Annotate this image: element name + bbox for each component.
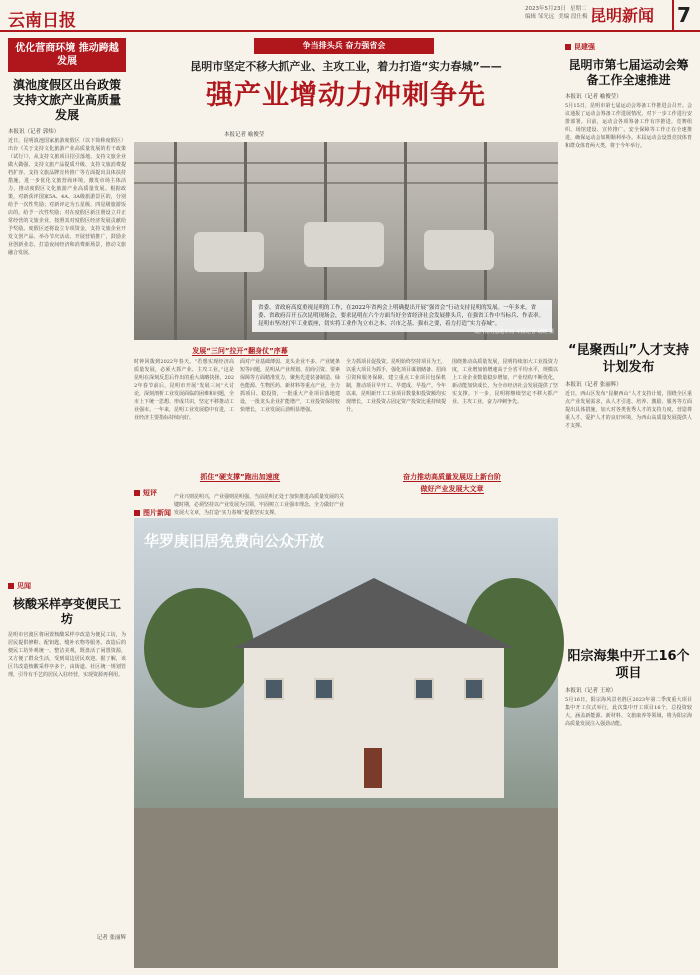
right-story1-body: 5月15日，昆明市第七届运动会筹备工作推进会召开。会议通报了运动会筹备工作进展情况，对下一步工作进行安排部署。目前，运动会各项筹备工作有序推进，竞赛组织、场馆建设、宣传推广、安全保障等工作正在全速推进，确保运动会如期顺利举办。本届运动会设置竞技体育和群众体育两大类，将于今年举行。	[565, 103, 692, 149]
right-label-text: 昆建强	[574, 43, 595, 51]
issue-designer: 美编 段仕梅	[558, 14, 588, 20]
label-square-icon	[134, 510, 140, 516]
factory-photo	[134, 142, 558, 340]
photo-roofline	[134, 182, 558, 184]
subhead-4-text: 做好产业发展大文章	[420, 485, 484, 493]
newspaper-logo: 云南日报	[8, 11, 76, 31]
car-body	[304, 222, 384, 267]
house-roof	[234, 578, 514, 648]
image-news-text: 图片新闻	[143, 509, 171, 517]
left-story2-byline: 记者 张丽辉	[96, 935, 126, 941]
left-story1-body: 近日，昆明滇池国家旅游度假区（以下简称度假区）出台《关于支持文化旅游产业高质量发展的若干政策（试行）》，从支持文旅项目招引落地、支持文旅企业做大做强、支持文旅产品提质升级、支持文旅消费提档扩容、支持文旅品牌宣传推广等方面提出具体扶持措施，进一步优化文旅营商环境，激发市场主体活力，推动度假区文化旅游产业高质量发展。根据政策，对新获评国家5A、4A、3A级旅游景区的，分别给予一次性奖励；对新评定为五星级、四星级旅游饭店的，给予一次性奖励；对在度假区新注册设立并正常经营的文旅企业，按照其对度假区经济发展贡献给予奖励。度假区还将设立专项资金，支持文旅企业开发文创产品、举办节庆活动、开展营销推广，鼓励企业创新业态，打造夜间经济和消费新场景，推动文旅融合发展。	[8, 138, 126, 256]
house-window	[314, 678, 334, 700]
body-col-2: 面对产业基础薄弱、龙头企业不多、产业链条短等问题，昆明从产业规划、招商引资、要素保障等方面精准发力，聚焦先进装备制造、绿色能源、生物医药、新材料等重点产业，全力抓项目、稳投资，一批重大产业项目落地建设，一批龙头企业扩能增产，工业投资保持较快增长，工业发展后劲明显增强。	[240, 359, 341, 413]
body-col-3: 全力抓项目促投资。昆明始终坚持项目为王，以重大项目为抓手，强化项目谋划储备、招商引资和服务保障，建立重点工业项目包保机制，推动项目早开工、早建成、早投产。今年以来，昆明新开工工业项目数量和投资额均实现增长，工业投资占固定资产投资比重持续提升。	[346, 359, 447, 413]
subhead-3	[346, 472, 558, 482]
photo-roofline	[134, 162, 558, 164]
image-news-label	[134, 508, 171, 518]
masthead	[0, 0, 700, 32]
subhead-1-text: 发展“三问”拉开“翻身仗”序幕	[192, 347, 288, 355]
right-story3-body: 5月16日，阳宗海风景名胜区2023年第二季度重大项目集中开工仪式举行，此次集中开工项目16个，总投资较大，涵盖新能源、新材料、文旅康养等领域，将为阳宗海高质量发展注入强劲动能。	[565, 697, 692, 727]
car-body	[194, 232, 264, 272]
section-title: 昆明新闻	[590, 6, 655, 25]
left-story1-headline: 滇池度假区出台政策支持文旅产业高质量发展	[12, 78, 121, 122]
body-col-4: 围绕推动高质量发展，昆明持续加大工业投资力度，工业增加值增速高于全省平均水平，规模以上工业企业数量稳步增加，产业结构不断优化，新动能加快成长，为全市经济社会发展提供了坚实支撑。下一步，昆明将继续坚定不移大抓产业、主攻工业，奋力冲刺争先。	[452, 359, 558, 405]
issue-weekday: 星期二	[570, 6, 587, 12]
photo-caption: 省委、省政府高度重视昆明的工作，在2022年省两会上明确提出开展“强省会”行动支持昆明的发展。一年多来，省委、省政府召开五次昆明现场会，要求昆明在六个方面当好全省经济社会发展排头兵，在强省工作中当标兵、作表率。昆明市坚决打牢工业底座，切实将工业作为立市之本、兴市之基、强市之要，着力打造“实力春城”。	[252, 300, 552, 332]
label-square-icon	[134, 490, 140, 496]
left-column	[8, 38, 126, 968]
lead-story	[134, 38, 558, 968]
photo-beam	[174, 142, 177, 340]
subhead-2-text: 抓住“硬支撑”跑出加速度	[200, 473, 280, 481]
left-banner: 优化营商环境 推动跨越发展	[8, 38, 126, 72]
ground	[134, 808, 558, 968]
issue-editor: 编辑 邹光远	[525, 14, 555, 20]
left-story2-headline: 核酸采样亭变便民工坊	[12, 597, 121, 626]
note-label	[134, 488, 157, 498]
subhead-4	[346, 484, 558, 494]
lead-byline: 本报记者 喻俊莹	[224, 132, 265, 138]
house-wall	[244, 648, 504, 798]
left-section-label	[8, 581, 126, 591]
lead-subkicker: 昆明市坚定不移大抓产业、主攻工业，着力打造“实力春城”——	[190, 60, 502, 73]
subhead-1	[134, 346, 346, 356]
former-residence-photo	[134, 518, 558, 968]
photo-credit: 北汽昆明基地车间 本报记者 胡晓 摄	[474, 329, 554, 335]
page-number: 7	[672, 0, 694, 30]
right-story3-byline: 本报讯（记者 王琼）	[565, 688, 617, 694]
bottom-photo-title: 华罗庚旧居免费向公众开放	[144, 532, 325, 550]
label-square-icon	[565, 44, 571, 50]
label-square-icon	[8, 583, 14, 589]
right-story1-headline: 昆明市第七届运动会筹备工作全速推进	[568, 58, 689, 87]
issue-date: 2023年5月23日	[525, 6, 566, 12]
left-label-text: 见闻	[17, 582, 31, 590]
right-story2-headline: “昆聚西山”人才支持计划发布	[567, 343, 690, 375]
lead-kicker: 争当排头兵 奋力强省会	[254, 38, 434, 54]
right-section-label	[565, 42, 692, 52]
house-window	[414, 678, 434, 700]
right-column	[565, 38, 692, 968]
subhead-2	[134, 472, 346, 482]
left-story1-byline: 本报讯（记者 郭炜）	[8, 129, 60, 135]
note-body: 产业兴则昆明兴，产业强则昆明强。当前昆明正处于加快推进高质量发展的关键时期，必须坚持以产业发展为引领，牢固树立工业强市理念，全力做好产业发展大文章，为打造“实力春城”提供坚实支撑。	[174, 494, 345, 516]
house-door	[364, 748, 382, 788]
note-label-text: 短评	[143, 489, 157, 497]
car-body	[424, 230, 494, 270]
house-window	[464, 678, 484, 700]
right-story3-headline: 阳宗海集中开工16个项目	[567, 649, 690, 681]
lead-headline: 强产业增动力冲刺争先	[206, 80, 486, 111]
house-window	[264, 678, 284, 700]
right-story2-body: 近日，西山区发布“昆聚西山”人才支持计划，围绕全区重点产业发展需求，从人才引进、培养、激励、服务等方面提出具体措施，加大对各类优秀人才的支持力度，营造尊重人才、爱护人才的良好环境，为西山高质量发展提供人才支撑。	[565, 391, 692, 429]
left-story2-body: 昆明市官渡区将闲置核酸采样亭改造为便民工坊，为居民提供修鞋、配钥匙、缝补衣物等服务。改造后的便民工坊外观统一、整洁美观，既盘活了闲置资源，又方便了群众生活，受到周边居民欢迎。据了解，该区共改造核酸采样亭多个，由街道、社区统一规划管理，引导有手艺的居民入驻经营，实现资源再利用。	[8, 632, 126, 678]
right-story1-byline: 本报讯（记者 喻俊莹）	[565, 94, 622, 100]
issue-info	[525, 5, 592, 21]
subhead-3-text: 奋力推动高质量发展迈上新台阶	[403, 473, 501, 481]
right-story2-byline: 本报讯（记者 张丽辉）	[565, 382, 622, 388]
body-col-1: 时钟回拨到2022年春天。“若想实现经济高质量发展，必须大抓产业、主攻工业。”这是昆明在深刻反思后作出的重大战略抉择。2022年春节前后，昆明市开展“发展三问”大讨论，深刻剖析工业发展面临的困难和问题，全市上下统一思想、形成共识，坚定不移推动工业强市。一年来，昆明工业发展稳中有进，工业经济主要指标持续向好。	[134, 359, 235, 421]
